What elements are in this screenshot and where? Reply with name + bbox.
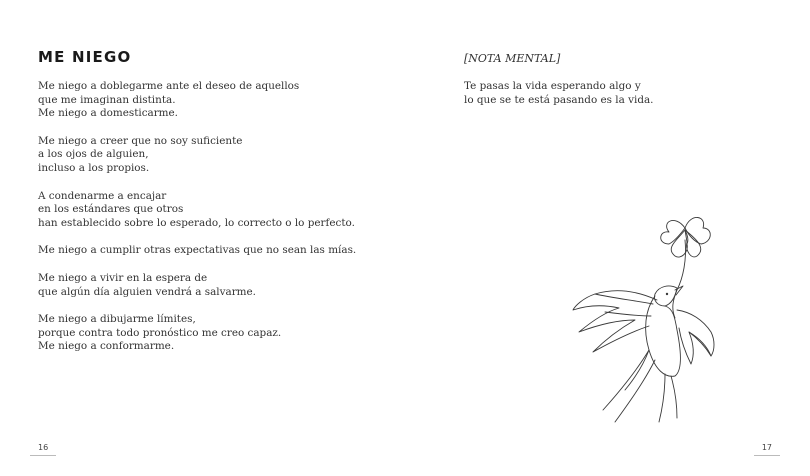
swallow-with-clover-icon: [565, 200, 765, 430]
poem-line: porque contra todo pronóstico me creo capaz.: [38, 326, 282, 339]
note-line: Te pasas la vida esperando algo y: [464, 80, 641, 92]
page-number-right: 17: [761, 443, 772, 452]
poem-stanza-3: [38, 190, 398, 231]
page-number-left: 16: [38, 443, 49, 452]
poem-line: Me niego a dibujarme límites,: [38, 313, 196, 326]
footer-rule-left: [30, 455, 56, 456]
poem-line: que algún día alguien vendrá a salvarme.: [38, 285, 256, 298]
note-body: [464, 80, 784, 107]
poem-line: A condenarme a encajar: [38, 189, 167, 202]
poem-line: Me niego a doblegarme ante el deseo de aquellos: [38, 80, 300, 92]
poem-line: Me niego a domesticarme.: [38, 107, 178, 120]
poem-body: [38, 80, 398, 368]
swallow-tail: [603, 350, 677, 422]
poem-line: Me niego a conformarme.: [38, 340, 175, 353]
clover-stem: [673, 240, 686, 318]
clover-leaf-icon: [661, 220, 685, 244]
poem-stanza-4: [38, 244, 398, 258]
poem-line: incluso a los propios.: [38, 161, 150, 174]
poem-title: ME NIEGO: [38, 48, 132, 66]
poem-line: Me niego a cumplir otras expectativas que no sean las mías.: [38, 244, 357, 257]
note-heading: [NOTA MENTAL]: [464, 52, 561, 65]
swallow-head: [654, 286, 677, 306]
note-line: lo que se te está pasando es la vida.: [464, 93, 654, 106]
right-page: [405, 0, 810, 476]
swallow-wing-left: [573, 291, 657, 352]
swallow-eye: [666, 293, 668, 295]
poem-stanza-5: [38, 272, 398, 299]
poem-line: que me imaginan distinta.: [38, 93, 176, 106]
swallow-body: [646, 296, 681, 376]
poem-line: Me niego a vivir en la espera de: [38, 271, 208, 284]
poem-line: en los estándares que otros: [38, 203, 184, 216]
poem-line: han establecido sobre lo esperado, lo correcto o lo perfecto.: [38, 216, 355, 229]
poem-stanza-1: [38, 80, 398, 121]
poem-line: a los ojos de alguien,: [38, 148, 149, 161]
clover-leaf-icon: [685, 217, 710, 244]
poem-stanza-6: [38, 313, 398, 354]
footer-rule-right: [754, 455, 780, 456]
poem-line: Me niego a creer que no soy suficiente: [38, 134, 243, 147]
poem-stanza-2: [38, 135, 398, 176]
